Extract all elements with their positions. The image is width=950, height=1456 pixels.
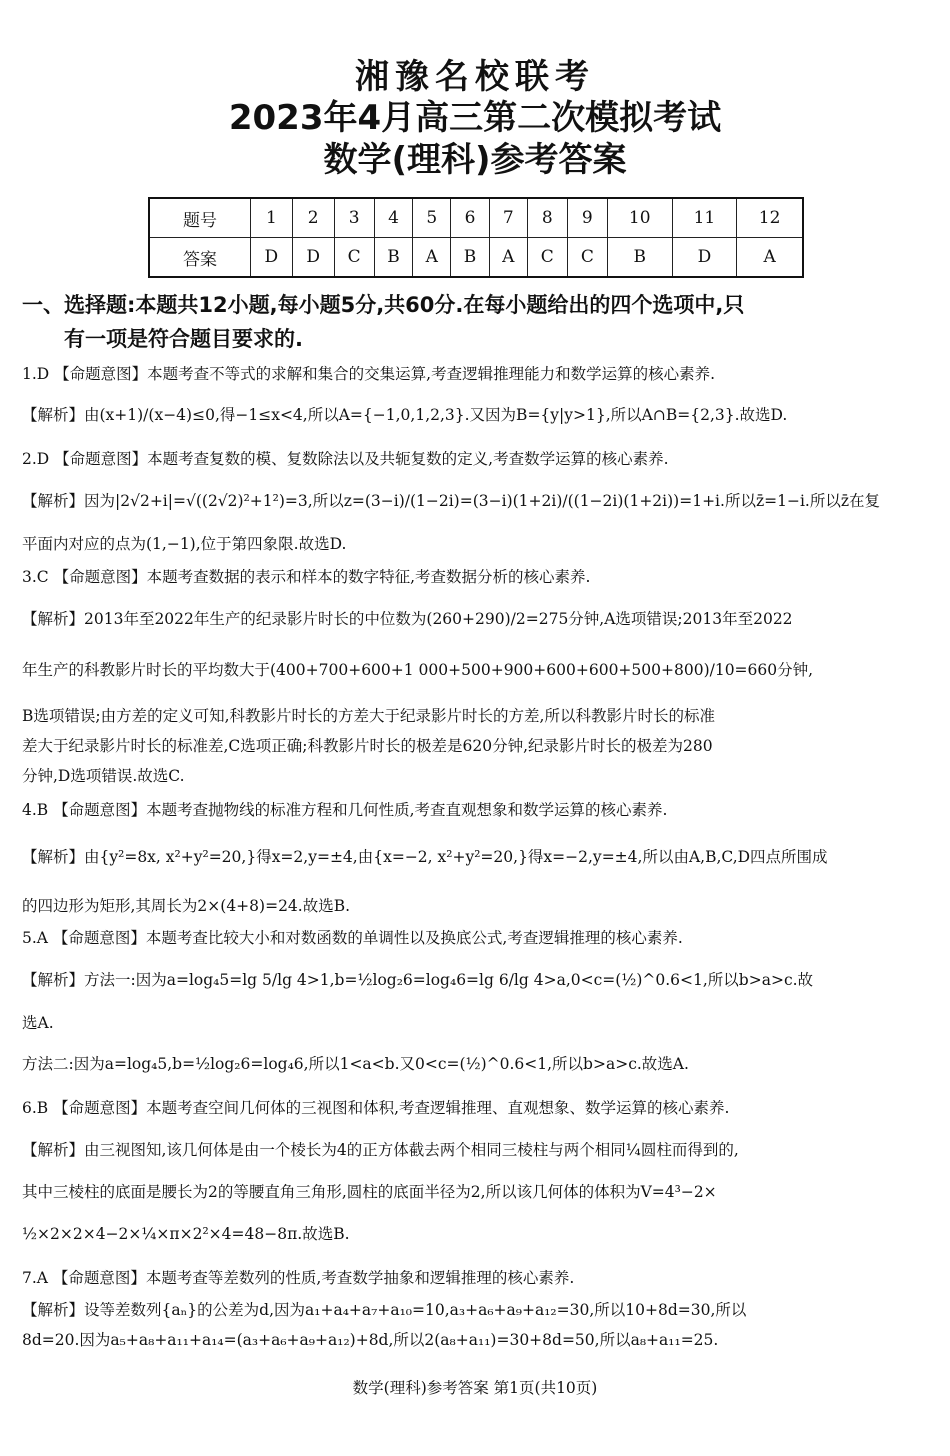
q1-intent: 1.D 【命题意图】本题考查不等式的求解和集合的交集运算,考查逻辑推理能力和数学运算的核心素养. bbox=[22, 365, 715, 383]
table-cell: 9 bbox=[567, 198, 607, 238]
q2-intent: 2.D 【命题意图】本题考查复数的模、复数除法以及共轭复数的定义,考查数学运算的核心素养. bbox=[22, 450, 669, 468]
q7-intent: 7.A 【命题意图】本题考查等差数列的性质,考查数学抽象和逻辑推理的核心素养. bbox=[22, 1269, 575, 1287]
q3-solution-cont: 分钟,D选项错误.故选C. bbox=[22, 767, 185, 785]
table-cell: D bbox=[250, 238, 292, 278]
section-heading-line-1: 一、选择题:本题共12小题,每小题5分,共60分.在每小题给出的四个选项中,只 bbox=[22, 293, 745, 317]
table-cell: 1 bbox=[250, 198, 292, 238]
q5-intent: 5.A 【命题意图】本题考查比较大小和对数函数的单调性以及换底公式,考查逻辑推理的核心素养. bbox=[22, 929, 683, 947]
table-cell: 答案 bbox=[149, 238, 250, 278]
q5-solution-cont: 选A. bbox=[22, 1014, 54, 1032]
q1-solution: 【解析】由(x+1)/(x−4)≤0,得−1≤x<4,所以A={−1,0,1,2,3}.又因为B={y|y>1},所以A∩B={2,3}.故选D. bbox=[22, 406, 788, 424]
q3-solution-cont: B选项错误;由方差的定义可知,科教影片时长的方差大于纪录影片时长的方差,所以科教影片时长的标准 bbox=[22, 707, 715, 725]
table-cell: D bbox=[292, 238, 334, 278]
q3-solution: 【解析】2013年至2022年生产的纪录影片时长的中位数为(260+290)/2=275分钟,A选项错误;2013年至2022 bbox=[22, 610, 793, 628]
q3-solution-cont: 差大于纪录影片时长的标准差,C选项正确;科教影片时长的极差是620分钟,纪录影片时长的极差为280 bbox=[22, 737, 713, 755]
q3-intent: 3.C 【命题意图】本题考查数据的表示和样本的数字特征,考查数据分析的核心素养. bbox=[22, 568, 591, 586]
q4-solution-cont: 的四边形为矩形,其周长为2×(4+8)=24.故选B. bbox=[22, 897, 351, 915]
table-cell: 5 bbox=[413, 198, 451, 238]
q6-solution-cont: 其中三棱柱的底面是腰长为2的等腰直角三角形,圆柱的底面半径为2,所以该几何体的体积为V=4³−2× bbox=[22, 1183, 717, 1201]
table-cell: B bbox=[451, 238, 490, 278]
q5-method-two: 方法二:因为a=log₄5,b=½log₂6=log₄6,所以1<a<b.又0<c=(½)^0.6<1,所以b>a>c.故选A. bbox=[22, 1055, 689, 1073]
section-heading-line-2: 有一项是符合题目要求的. bbox=[64, 327, 303, 351]
q6-intent: 6.B 【命题意图】本题考查空间几何体的三视图和体积,考查逻辑推理、直观想象、数学运算的核心素养. bbox=[22, 1099, 730, 1117]
subject-title: 数学(理科)参考答案 bbox=[323, 140, 627, 180]
table-cell: C bbox=[527, 238, 567, 278]
table-cell: A bbox=[489, 238, 527, 278]
q6-solution: 【解析】由三视图知,该几何体是由一个棱长为4的正方体截去两个相同三棱柱与两个相同¼圆柱而得到的, bbox=[22, 1141, 739, 1159]
table-cell: B bbox=[374, 238, 413, 278]
table-cell: 12 bbox=[737, 198, 803, 238]
section-heading bbox=[22, 288, 932, 356]
table-cell: A bbox=[737, 238, 803, 278]
exam-name-title: 2023年4月高三第二次模拟考试 bbox=[228, 98, 722, 138]
table-cell: C bbox=[334, 238, 374, 278]
q2-solution-cont: 平面内对应的点为(1,−1),位于第四象限.故选D. bbox=[22, 535, 347, 553]
q4-solution: 【解析】由{y²=8x, x²+y²=20,}得x=2,y=±4,由{x=−2, x²+y²=20,}得x=−2,y=±4,所以由A,B,C,D四点所围成 bbox=[22, 848, 828, 866]
page-footer: 数学(理科)参考答案 第1页(共10页) bbox=[352, 1379, 598, 1397]
table-cell: 2 bbox=[292, 198, 334, 238]
q7-solution-cont: 8d=20.因为a₅+a₈+a₁₁+a₁₄=(a₃+a₆+a₉+a₁₂)+8d,所以2(a₈+a₁₁)=30+8d=50,所以a₈+a₁₁=25. bbox=[22, 1331, 719, 1349]
table-cell: B bbox=[607, 238, 672, 278]
table-cell: C bbox=[567, 238, 607, 278]
q6-solution-cont: ½×2×2×4−2×¼×π×2²×4=48−8π.故选B. bbox=[22, 1225, 350, 1243]
q4-intent: 4.B 【命题意图】本题考查抛物线的标准方程和几何性质,考查直观想象和数学运算的核心素养. bbox=[22, 801, 668, 819]
table-cell: A bbox=[413, 238, 451, 278]
table-cell: 11 bbox=[672, 198, 737, 238]
table-cell: 7 bbox=[489, 198, 527, 238]
table-cell: 题号 bbox=[149, 198, 250, 238]
table-cell: D bbox=[672, 238, 737, 278]
table-cell: 3 bbox=[334, 198, 374, 238]
table-cell: 6 bbox=[451, 198, 490, 238]
q2-solution: 【解析】因为|2√2+i|=√((2√2)²+1²)=3,所以z=(3−i)/(1−2i)=(3−i)(1+2i)/((1−2i)(1+2i))=1+i.所以z̄=1−i.所以z̄在复 bbox=[22, 492, 880, 510]
table-cell: 10 bbox=[607, 198, 672, 238]
table-cell: 4 bbox=[374, 198, 413, 238]
exam-union-title: 湘豫名校联考 bbox=[355, 57, 595, 97]
q3-solution-cont: 年生产的科教影片时长的平均数大于(400+700+600+1 000+500+900+600+600+500+800)/10=660分钟, bbox=[22, 661, 814, 679]
table-cell: 8 bbox=[527, 198, 567, 238]
q5-solution: 【解析】方法一:因为a=log₄5=lg 5/lg 4>1,b=½log₂6=log₄6=lg 6/lg 4>a,0<c=(½)^0.6<1,所以b>a>c.故 bbox=[22, 971, 814, 989]
answer-row bbox=[149, 238, 803, 278]
q7-solution: 【解析】设等差数列{aₙ}的公差为d,因为a₁+a₄+a₇+a₁₀=10,a₃+a₆+a₉+a₁₂=30,所以10+8d=30,所以 bbox=[22, 1301, 747, 1319]
question-number-row bbox=[149, 198, 803, 238]
answer-table bbox=[148, 197, 804, 278]
